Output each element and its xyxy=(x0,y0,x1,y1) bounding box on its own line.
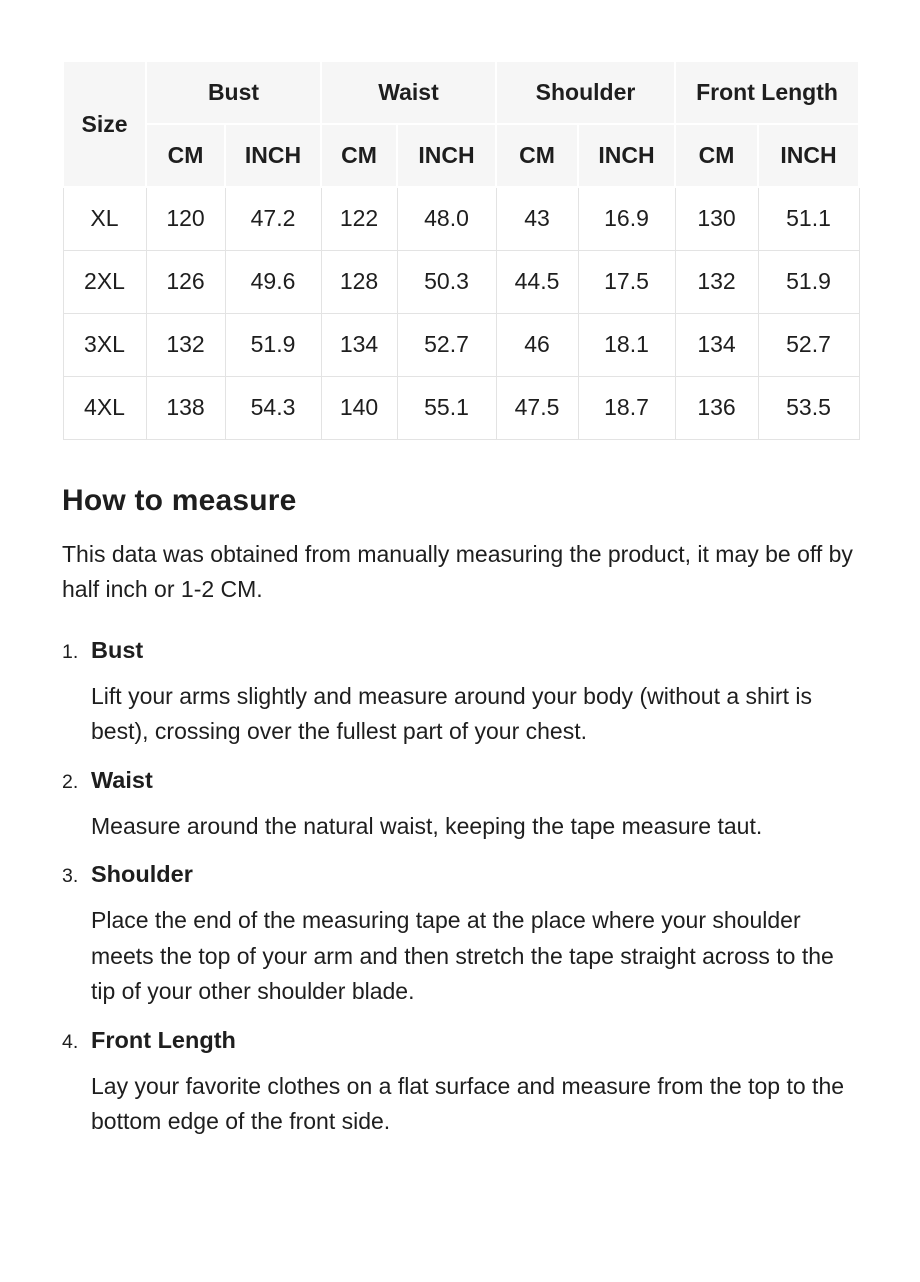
front-length-cm-value: 136 xyxy=(675,376,758,439)
list-item-header xyxy=(62,1022,858,1060)
list-item xyxy=(62,632,858,750)
waist-cm-value: 134 xyxy=(321,313,397,376)
waist-inch-value: 55.1 xyxy=(397,376,496,439)
unit-header-waist-cm: CM xyxy=(321,124,397,187)
front-length-cm-value: 134 xyxy=(675,313,758,376)
list-item xyxy=(62,856,858,1010)
bust-cm-value: 132 xyxy=(146,313,225,376)
list-item-number: 4. xyxy=(62,1030,79,1053)
shoulder-cm-value: 47.5 xyxy=(496,376,578,439)
unit-header-shoulder-cm: CM xyxy=(496,124,578,187)
list-item-number: 3. xyxy=(62,865,79,887)
column-header-waist: Waist xyxy=(321,61,496,124)
size-value: XL xyxy=(63,187,146,250)
list-item-term: Bust xyxy=(91,636,144,663)
bust-inch-value: 47.2 xyxy=(225,187,321,250)
list-item-description: Lay your favorite clothes on a flat surface and measure from the top to the bottom edge of the front side. xyxy=(91,1072,845,1134)
size-value: 4XL xyxy=(63,376,146,439)
waist-inch-value: 52.7 xyxy=(397,313,496,376)
shoulder-cm-value: 43 xyxy=(496,187,578,250)
front-length-inch-value: 53.5 xyxy=(758,376,859,439)
shoulder-inch-value: 18.7 xyxy=(578,376,675,439)
shoulder-inch-value: 16.9 xyxy=(578,187,675,250)
column-header-bust: Bust xyxy=(146,61,321,124)
waist-inch-value: 50.3 xyxy=(397,250,496,313)
shoulder-inch-value: 18.1 xyxy=(578,313,675,376)
bust-cm-value: 126 xyxy=(146,250,225,313)
unit-header-bust-inch: INCH xyxy=(225,124,321,187)
waist-inch-value: 48.0 xyxy=(397,187,496,250)
table-row xyxy=(63,250,859,313)
list-item xyxy=(62,762,858,845)
unit-header-waist-inch: INCH xyxy=(397,124,496,187)
front-length-cm-value: 130 xyxy=(675,187,758,250)
list-item-term: Front Length xyxy=(91,1026,236,1053)
list-item xyxy=(62,1022,858,1140)
bust-cm-value: 138 xyxy=(146,376,225,439)
shoulder-cm-value: 46 xyxy=(496,313,578,376)
how-to-measure-title: How to measure xyxy=(62,483,297,517)
front-length-inch-value: 51.1 xyxy=(758,187,859,250)
waist-cm-value: 122 xyxy=(321,187,397,250)
list-item-header xyxy=(62,762,858,800)
unit-header-front-length-cm: CM xyxy=(675,124,758,187)
list-item-number: 1. xyxy=(62,640,79,663)
table-row xyxy=(63,187,859,250)
table-header-row-groups xyxy=(63,61,859,124)
how-to-measure-list xyxy=(62,632,858,1140)
table-header-row-units xyxy=(63,124,859,187)
front-length-cm-value: 132 xyxy=(675,250,758,313)
list-item-description: Place the end of the measuring tape at the place where your shoulder meets the top of your arm and then stretch the tape straight across to the tip of your other shoulder blade. xyxy=(91,907,834,1004)
list-item-term: Waist xyxy=(91,766,153,793)
bust-inch-value: 51.9 xyxy=(225,313,321,376)
list-item-header xyxy=(62,856,858,894)
column-header-shoulder: Shoulder xyxy=(496,61,675,124)
size-value: 3XL xyxy=(63,313,146,376)
table-row xyxy=(63,376,859,439)
list-item-term: Shoulder xyxy=(91,861,193,887)
list-item-description: Measure around the natural waist, keeping the tape measure taut. xyxy=(91,812,763,839)
unit-header-bust-cm: CM xyxy=(146,124,225,187)
bust-inch-value: 49.6 xyxy=(225,250,321,313)
shoulder-inch-value: 17.5 xyxy=(578,250,675,313)
table-row xyxy=(63,313,859,376)
waist-cm-value: 140 xyxy=(321,376,397,439)
waist-cm-value: 128 xyxy=(321,250,397,313)
list-item-header xyxy=(62,632,858,670)
size-chart-table xyxy=(62,60,860,440)
column-header-size: Size xyxy=(63,61,146,187)
list-item-number: 2. xyxy=(62,770,79,793)
list-item-description: Lift your arms slightly and measure around your body (without a shirt is best), crossing over the fullest part of your chest. xyxy=(91,682,812,744)
front-length-inch-value: 51.9 xyxy=(758,250,859,313)
unit-header-shoulder-inch: INCH xyxy=(578,124,675,187)
bust-inch-value: 54.3 xyxy=(225,376,321,439)
column-header-front-length: Front Length xyxy=(675,61,859,124)
bust-cm-value: 120 xyxy=(146,187,225,250)
front-length-inch-value: 52.7 xyxy=(758,313,859,376)
shoulder-cm-value: 44.5 xyxy=(496,250,578,313)
size-value: 2XL xyxy=(63,250,146,313)
unit-header-front-length-inch: INCH xyxy=(758,124,859,187)
how-to-measure-intro: This data was obtained from manually measuring the product, it may be off by half inch or 1-2 CM. xyxy=(62,540,853,602)
